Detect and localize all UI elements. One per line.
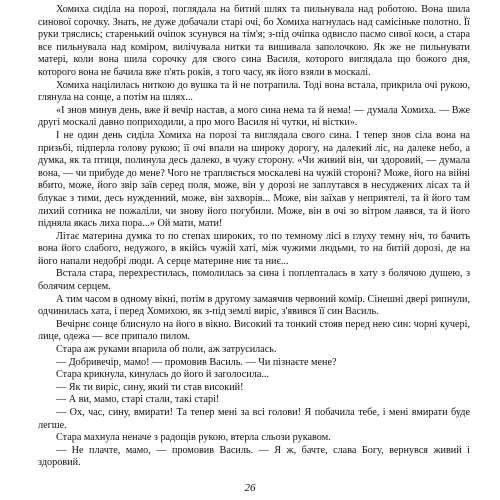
dialogue-line: — А ви, мамо, старі стали, такі старі! [56,394,220,406]
paragraph: А тим часом в одному вікні, потім в другому замаячив червоний комір. Сінешні двері рипнули, одчинилась хата, і перед Хомихою, як з-під землі виріс, з'явився її син Василь. [38,293,470,318]
paragraph: Встала стара, перехрестилась, помолилась за сина і поплenталась в хату з болячою душею, з болячим серцем. [38,268,470,293]
paragraph: Хомиха сиділа на порозі, поглядала на битий шлях та пильнувала над роботою. Вона шила синової сорочку. Знать, не дуже добачали старі очі, бо Хомиха нагнулась над самісіньке полотно. Її руки тряслись; старенький очіпок зсунувся на тім'я; з-під очіпка одвисло пасмо сивої коси, а стара все пильнувала над коміром, вилічувала нитки та вишивала заполочкою. Як же не пильнувати матері, коли вона шила сорочку для свого сина Василя, которого виглядала що божого дня, которого вона не бачила вже п'ять років, з того часу, як його взяли в москалі. [38,4,470,78]
paragraph: Хомиха націлилась ниткою до вушка та й не потрапила. Тоді вона встала, прикрила очі рукою, глянула на сонце, а потім на шлях... [38,79,470,104]
dialogue-line: — Ох, час, сину, вмирати! Та тепер мені за всі голови! Я побачила тебе, і мені вмирати буде легше. [38,407,470,431]
paragraph: Вечірнє сонце блиснуло на його в вікно. Високий та тонкий стояв перед нею син: чорні кучері, лице, одежа — все припало пилом. [38,318,470,343]
dialogue-line: — Не плачте, мамо, — промовив Василь. — Я ж, бачте, слава Богу, вернувся живий і здоровий. [38,444,470,469]
paragraph: І не один день сиділа Хомиха на порозі та виглядала свого сина. І тепер знов сіла вона на призьбі, підперла голову рукою; її очі впали на широку дорогу, на далекий ліс, на далеке небо, а думка, як та птиця, полинула десь далеко, в чужу сторону. «Чи живий він, чи здоровий, — думала вона, — чи прибуде до мене? Чого не трапляється москалеві на чужій стороні? Може, його на війні вбито, може, його звір заїв серед поля, може, він у дорозі не заплутався в несуджених лісах та й блукає з тими, десь нужденний, може, він захворів... Може, він заїхав у неприятелі, та й його там лихий сотника не пожаліли, чи знову його погубили. Може, він в очі зо вітром лаявся, та й його підняла якась лиха пора...» Ой мати, мати! [38,129,470,230]
paragraph: «І знов минув день, вже й вечір настав, а мого сина нема та й нема! — думала Хомиха. — Вже другі москалі давно поприходили, а про мого Василя ні чутки, ні вістки». [38,104,470,129]
paragraph: Стара махнула неначе з радощів рукою, втерла сльози рукавом. [56,432,331,444]
paragraph: Стара аж руками впарила об поли, аж затрусилась. [56,344,277,356]
paragraph: Стара крикнула, кинулась до його й заголосила... [56,369,269,381]
body-text [38,4,470,470]
page-number: 26 [244,482,256,494]
dialogue-line: — Добривечір, мамо! — промовив Василь. — Чи пізнаєте мене? [56,356,337,368]
paragraph: Літає материна думка то по степах широких, то по темному лісі в глуху темну ніч, то бачить вона його слабого, недужого, в якійсь чужій хаті, між чужими людьми, то на битій дорозі, де на його напали недобрі люди. А серце материне ниє та ниє... [38,230,470,267]
dialogue-line: — Як ти виріс, сину, який ти став високий! [56,381,244,393]
